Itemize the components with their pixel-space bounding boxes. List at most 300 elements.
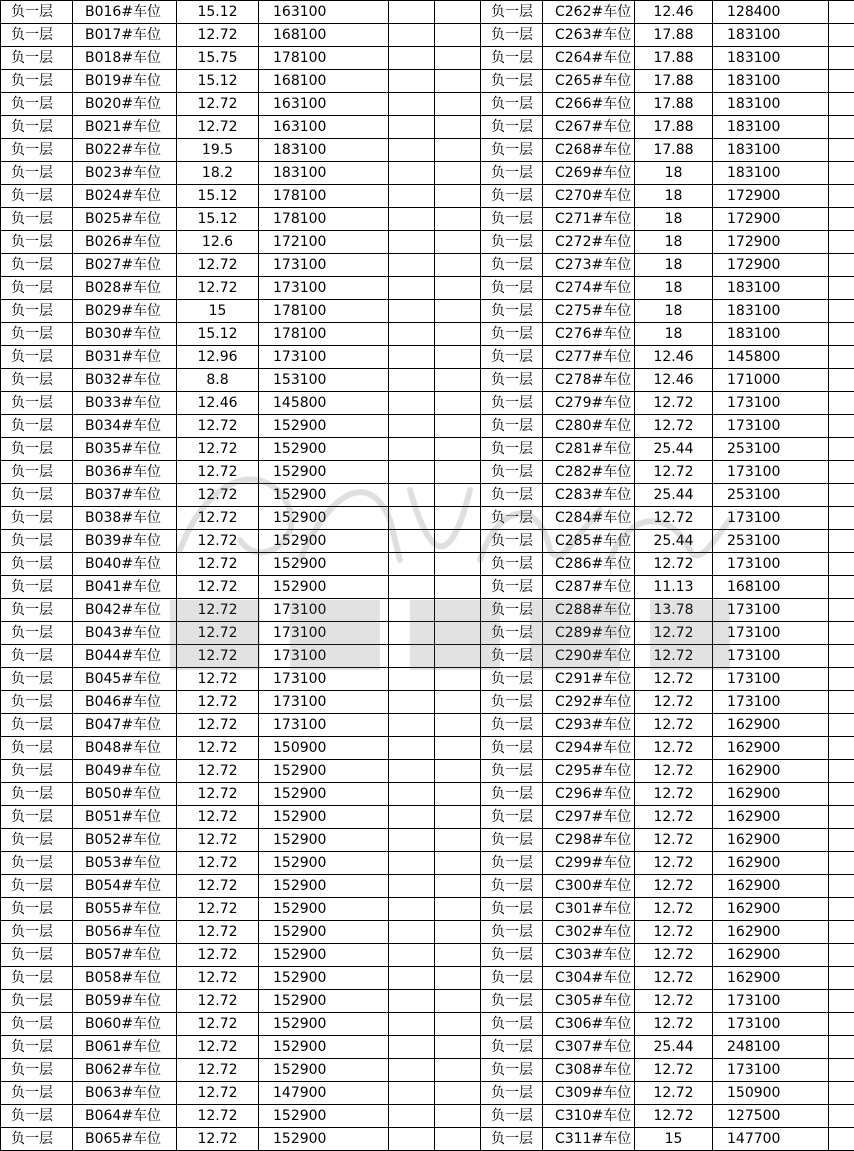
table-row [1,921,854,944]
right-area-cell: 18 [635,323,713,346]
right-area-cell: 12.72 [635,990,713,1013]
left-empty-cell [435,944,481,967]
left-price-cell: 152900 [259,852,389,875]
left-empty-cell [435,576,481,599]
left-empty-cell [389,323,435,346]
left-floor-cell: 负一层 [1,231,73,254]
table-row [1,990,854,1013]
left-price-cell: 152900 [259,875,389,898]
left-floor-cell: 负一层 [1,24,73,47]
right-floor-cell: 负一层 [481,1,543,24]
left-empty-cell [389,139,435,162]
table-row [1,507,854,530]
right-floor-cell: 负一层 [481,1082,543,1105]
right-space-cell: C297#车位 [543,806,635,829]
left-floor-cell: 负一层 [1,737,73,760]
left-space-cell: B042#车位 [73,599,177,622]
left-price-cell: 152900 [259,1105,389,1128]
left-price-cell: 152900 [259,507,389,530]
left-area-cell: 12.72 [177,967,259,990]
left-price-cell: 183100 [259,162,389,185]
right-floor-cell: 负一层 [481,921,543,944]
right-floor-cell: 负一层 [481,208,543,231]
left-floor-cell: 负一层 [1,691,73,714]
right-price-cell: 173100 [713,507,829,530]
left-empty-cell [435,346,481,369]
left-empty-cell [435,1036,481,1059]
right-empty-cell [829,323,854,346]
table-row [1,139,854,162]
table-row [1,484,854,507]
left-floor-cell: 负一层 [1,1128,73,1151]
left-area-cell: 12.72 [177,806,259,829]
right-space-cell: C280#车位 [543,415,635,438]
left-space-cell: B018#车位 [73,47,177,70]
left-space-cell: B019#车位 [73,70,177,93]
right-price-cell: 253100 [713,484,829,507]
left-floor-cell: 负一层 [1,668,73,691]
left-price-cell: 173100 [259,254,389,277]
left-floor-cell: 负一层 [1,507,73,530]
right-space-cell: C272#车位 [543,231,635,254]
table-row [1,254,854,277]
left-floor-cell: 负一层 [1,829,73,852]
right-floor-cell: 负一层 [481,599,543,622]
left-empty-cell [435,415,481,438]
left-empty-cell [435,990,481,1013]
right-floor-cell: 负一层 [481,530,543,553]
right-floor-cell: 负一层 [481,645,543,668]
left-area-cell: 12.72 [177,553,259,576]
right-floor-cell: 负一层 [481,139,543,162]
right-area-cell: 12.72 [635,898,713,921]
right-price-cell: 183100 [713,93,829,116]
right-area-cell: 17.88 [635,139,713,162]
table-row [1,530,854,553]
left-floor-cell: 负一层 [1,254,73,277]
right-empty-cell [829,1036,854,1059]
right-empty-cell [829,944,854,967]
right-empty-cell [829,369,854,392]
left-empty-cell [435,783,481,806]
left-floor-cell: 负一层 [1,461,73,484]
right-empty-cell [829,438,854,461]
left-space-cell: B028#车位 [73,277,177,300]
right-floor-cell: 负一层 [481,116,543,139]
right-space-cell: C269#车位 [543,162,635,185]
right-empty-cell [829,461,854,484]
left-floor-cell: 负一层 [1,530,73,553]
left-empty-cell [435,622,481,645]
right-price-cell: 168100 [713,576,829,599]
left-area-cell: 12.72 [177,530,259,553]
right-floor-cell: 负一层 [481,70,543,93]
left-floor-cell: 负一层 [1,921,73,944]
left-floor-cell: 负一层 [1,415,73,438]
right-empty-cell [829,70,854,93]
right-price-cell: 173100 [713,599,829,622]
right-floor-cell: 负一层 [481,967,543,990]
right-area-cell: 25.44 [635,438,713,461]
right-area-cell: 18 [635,231,713,254]
right-price-cell: 162900 [713,783,829,806]
left-empty-cell [435,70,481,93]
left-empty-cell [389,737,435,760]
table-row [1,875,854,898]
left-empty-cell [435,369,481,392]
left-floor-cell: 负一层 [1,806,73,829]
left-empty-cell [435,507,481,530]
left-floor-cell: 负一层 [1,1059,73,1082]
right-space-cell: C311#车位 [543,1128,635,1151]
left-floor-cell: 负一层 [1,93,73,116]
right-floor-cell: 负一层 [481,392,543,415]
left-space-cell: B055#车位 [73,898,177,921]
left-empty-cell [389,645,435,668]
right-area-cell: 17.88 [635,70,713,93]
right-price-cell: 253100 [713,438,829,461]
left-empty-cell [389,599,435,622]
left-area-cell: 12.72 [177,898,259,921]
right-floor-cell: 负一层 [481,852,543,875]
left-area-cell: 12.72 [177,1105,259,1128]
left-space-cell: B034#车位 [73,415,177,438]
right-space-cell: C302#车位 [543,921,635,944]
right-floor-cell: 负一层 [481,714,543,737]
right-empty-cell [829,24,854,47]
table-row [1,806,854,829]
right-space-cell: C273#车位 [543,254,635,277]
left-space-cell: B022#车位 [73,139,177,162]
right-empty-cell [829,967,854,990]
table-row [1,392,854,415]
right-floor-cell: 负一层 [481,323,543,346]
left-space-cell: B062#车位 [73,1059,177,1082]
left-space-cell: B049#车位 [73,760,177,783]
left-space-cell: B026#车位 [73,231,177,254]
right-area-cell: 17.88 [635,47,713,70]
left-empty-cell [435,392,481,415]
left-price-cell: 152900 [259,806,389,829]
left-empty-cell [389,990,435,1013]
table-row [1,1105,854,1128]
right-price-cell: 162900 [713,967,829,990]
left-empty-cell [435,231,481,254]
right-empty-cell [829,208,854,231]
right-floor-cell: 负一层 [481,300,543,323]
right-space-cell: C303#车位 [543,944,635,967]
right-price-cell: 147700 [713,1128,829,1151]
left-price-cell: 178100 [259,323,389,346]
right-space-cell: C308#车位 [543,1059,635,1082]
left-empty-cell [435,530,481,553]
right-space-cell: C278#车位 [543,369,635,392]
left-space-cell: B033#车位 [73,392,177,415]
left-empty-cell [389,484,435,507]
right-empty-cell [829,806,854,829]
right-space-cell: C307#车位 [543,1036,635,1059]
left-space-cell: B054#车位 [73,875,177,898]
left-empty-cell [435,668,481,691]
left-empty-cell [435,1082,481,1105]
left-area-cell: 12.72 [177,277,259,300]
left-floor-cell: 负一层 [1,300,73,323]
left-area-cell: 12.96 [177,346,259,369]
table-row [1,898,854,921]
left-empty-cell [435,139,481,162]
left-price-cell: 152900 [259,484,389,507]
left-space-cell: B029#车位 [73,300,177,323]
left-price-cell: 152900 [259,461,389,484]
right-area-cell: 17.88 [635,93,713,116]
left-price-cell: 163100 [259,93,389,116]
left-empty-cell [435,829,481,852]
right-area-cell: 13.78 [635,599,713,622]
left-space-cell: B038#车位 [73,507,177,530]
right-empty-cell [829,162,854,185]
left-floor-cell: 负一层 [1,1013,73,1036]
left-floor-cell: 负一层 [1,645,73,668]
left-area-cell: 12.72 [177,254,259,277]
left-empty-cell [389,1128,435,1151]
right-price-cell: 173100 [713,553,829,576]
table-row [1,438,854,461]
left-empty-cell [389,185,435,208]
left-floor-cell: 负一层 [1,783,73,806]
left-price-cell: 168100 [259,24,389,47]
left-area-cell: 12.72 [177,645,259,668]
right-floor-cell: 负一层 [481,553,543,576]
left-space-cell: B063#车位 [73,1082,177,1105]
right-price-cell: 173100 [713,415,829,438]
right-area-cell: 12.72 [635,760,713,783]
right-area-cell: 18 [635,185,713,208]
table-row [1,162,854,185]
left-area-cell: 12.72 [177,1082,259,1105]
right-empty-cell [829,852,854,875]
left-space-cell: B031#车位 [73,346,177,369]
right-empty-cell [829,760,854,783]
table-row [1,576,854,599]
left-space-cell: B053#车位 [73,852,177,875]
left-price-cell: 183100 [259,139,389,162]
left-empty-cell [435,93,481,116]
right-price-cell: 173100 [713,392,829,415]
left-space-cell: B061#车位 [73,1036,177,1059]
left-floor-cell: 负一层 [1,553,73,576]
left-space-cell: B050#车位 [73,783,177,806]
right-empty-cell [829,484,854,507]
right-price-cell: 173100 [713,1059,829,1082]
left-price-cell: 173100 [259,346,389,369]
left-floor-cell: 负一层 [1,760,73,783]
left-empty-cell [435,1128,481,1151]
right-space-cell: C296#车位 [543,783,635,806]
right-floor-cell: 负一层 [481,737,543,760]
table-row [1,70,854,93]
left-floor-cell: 负一层 [1,438,73,461]
left-empty-cell [389,691,435,714]
right-empty-cell [829,47,854,70]
left-space-cell: B016#车位 [73,1,177,24]
left-floor-cell: 负一层 [1,1,73,24]
right-space-cell: C301#车位 [543,898,635,921]
right-empty-cell [829,783,854,806]
left-price-cell: 152900 [259,967,389,990]
table-row [1,622,854,645]
left-floor-cell: 负一层 [1,484,73,507]
left-area-cell: 12.6 [177,231,259,254]
left-price-cell: 152900 [259,921,389,944]
left-empty-cell [389,392,435,415]
left-empty-cell [435,714,481,737]
table-row [1,208,854,231]
left-empty-cell [389,1013,435,1036]
left-floor-cell: 负一层 [1,346,73,369]
left-empty-cell [435,1,481,24]
right-price-cell: 183100 [713,277,829,300]
left-floor-cell: 负一层 [1,990,73,1013]
right-empty-cell [829,185,854,208]
right-area-cell: 12.72 [635,622,713,645]
right-floor-cell: 负一层 [481,277,543,300]
right-space-cell: C305#车位 [543,990,635,1013]
right-floor-cell: 负一层 [481,415,543,438]
left-floor-cell: 负一层 [1,323,73,346]
right-empty-cell [829,93,854,116]
left-price-cell: 163100 [259,1,389,24]
left-empty-cell [435,852,481,875]
left-area-cell: 12.72 [177,24,259,47]
left-floor-cell: 负一层 [1,277,73,300]
right-space-cell: C310#车位 [543,1105,635,1128]
left-empty-cell [435,208,481,231]
right-area-cell: 18 [635,277,713,300]
left-floor-cell: 负一层 [1,852,73,875]
right-price-cell: 162900 [713,921,829,944]
left-space-cell: B046#车位 [73,691,177,714]
right-empty-cell [829,875,854,898]
left-space-cell: B065#车位 [73,1128,177,1151]
left-price-cell: 152900 [259,1013,389,1036]
right-floor-cell: 负一层 [481,346,543,369]
right-price-cell: 172900 [713,208,829,231]
right-floor-cell: 负一层 [481,691,543,714]
right-area-cell: 12.72 [635,1013,713,1036]
left-empty-cell [389,438,435,461]
right-space-cell: C304#车位 [543,967,635,990]
right-empty-cell [829,691,854,714]
table-row [1,116,854,139]
table-row [1,967,854,990]
table-row [1,277,854,300]
left-floor-cell: 负一层 [1,576,73,599]
right-price-cell: 172900 [713,254,829,277]
table-row [1,737,854,760]
left-floor-cell: 负一层 [1,1036,73,1059]
left-empty-cell [435,921,481,944]
right-floor-cell: 负一层 [481,668,543,691]
table-row [1,461,854,484]
left-area-cell: 15.12 [177,1,259,24]
left-area-cell: 12.72 [177,1059,259,1082]
left-empty-cell [389,1,435,24]
right-price-cell: 145800 [713,346,829,369]
left-empty-cell [435,806,481,829]
left-empty-cell [435,898,481,921]
right-price-cell: 162900 [713,760,829,783]
right-floor-cell: 负一层 [481,1013,543,1036]
left-floor-cell: 负一层 [1,116,73,139]
table-row [1,714,854,737]
left-empty-cell [389,277,435,300]
left-empty-cell [389,760,435,783]
right-floor-cell: 负一层 [481,622,543,645]
right-empty-cell [829,300,854,323]
left-area-cell: 12.72 [177,760,259,783]
left-empty-cell [435,599,481,622]
table-row [1,668,854,691]
right-area-cell: 18 [635,254,713,277]
left-space-cell: B044#车位 [73,645,177,668]
right-empty-cell [829,599,854,622]
left-empty-cell [389,1105,435,1128]
right-empty-cell [829,576,854,599]
table-row [1,645,854,668]
left-area-cell: 15.12 [177,185,259,208]
right-price-cell: 173100 [713,668,829,691]
right-floor-cell: 负一层 [481,185,543,208]
right-price-cell: 253100 [713,530,829,553]
right-empty-cell [829,1128,854,1151]
right-floor-cell: 负一层 [481,783,543,806]
left-area-cell: 12.72 [177,599,259,622]
left-area-cell: 8.8 [177,369,259,392]
right-price-cell: 172900 [713,231,829,254]
right-space-cell: C284#车位 [543,507,635,530]
left-floor-cell: 负一层 [1,392,73,415]
right-price-cell: 150900 [713,1082,829,1105]
right-space-cell: C281#车位 [543,438,635,461]
right-price-cell: 248100 [713,1036,829,1059]
left-empty-cell [389,208,435,231]
left-area-cell: 12.72 [177,691,259,714]
left-price-cell: 178100 [259,208,389,231]
left-price-cell: 152900 [259,783,389,806]
left-empty-cell [435,1105,481,1128]
left-floor-cell: 负一层 [1,944,73,967]
right-floor-cell: 负一层 [481,461,543,484]
right-area-cell: 12.72 [635,668,713,691]
left-empty-cell [435,438,481,461]
right-space-cell: C262#车位 [543,1,635,24]
table-row [1,323,854,346]
left-empty-cell [389,346,435,369]
table-row [1,185,854,208]
table-row [1,1059,854,1082]
right-space-cell: C299#车位 [543,852,635,875]
left-area-cell: 12.72 [177,852,259,875]
left-empty-cell [389,47,435,70]
right-area-cell: 12.72 [635,507,713,530]
right-price-cell: 162900 [713,852,829,875]
right-floor-cell: 负一层 [481,1105,543,1128]
right-floor-cell: 负一层 [481,576,543,599]
right-space-cell: C275#车位 [543,300,635,323]
left-price-cell: 173100 [259,622,389,645]
right-price-cell: 173100 [713,691,829,714]
right-area-cell: 12.46 [635,369,713,392]
